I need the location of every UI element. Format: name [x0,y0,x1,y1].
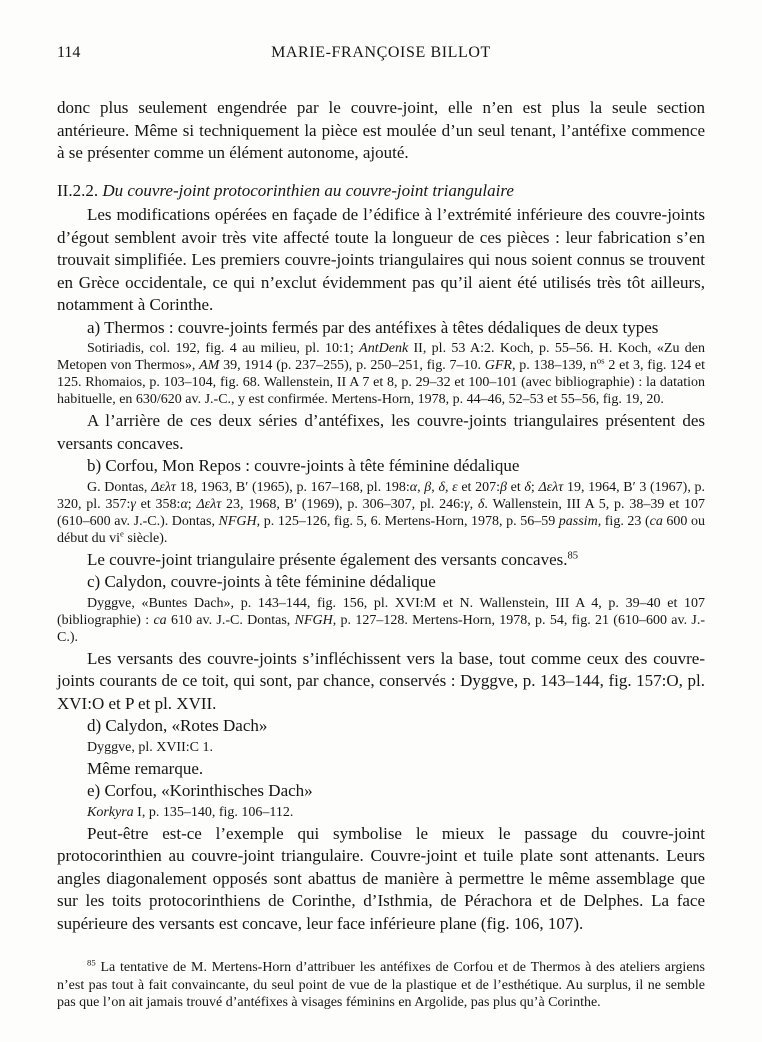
reference-calydon-rotes-dach: Dyggve, pl. XVII:C 1. [87,739,213,755]
continuation-paragraph: donc plus seulement engendrée par le couvre-joint, elle n’en est plus la seule section antérieure. Même si techniquement la pièce est moulée d’un seul tenant, l’antéfixe commence à se présenter comme un élément autonome, ajouté. [57,98,705,162]
paragraph-modifications: Les modifications opérées en façade de l’édifice à l’extrémité inférieure des couvre-joints d’égout semblent avoir très vite affecté toute la longueur de ces pièces : leur fabrication s’en trouvait simplifiée. Les premiers couvre-joints triangulaires qui nous soient connus se trouvent en Grèce occidentale, ce qui n’exclut évidemment pas qu’il aient été utilisés très tôt ailleurs, notamment à Corinthe. [57,205,705,314]
section-heading: II.2.2. Du couvre-joint protocorinthien au couvre-joint triangulaire [57,180,514,200]
reference-thermos: Sotiriadis, col. 192, fig. 4 au milieu, pl. 10:1; AntDenk II, pl. 53 A:2. Koch, p. 55–56. H. Koch, «Zu den Metopen von Thermos», AM 39, 1914 (p. 237–255), p. 250–251, fig. 7–10. GFR, p. 138–139, $n^{os}$ 2 et 3, fig. 124 et 125. Rhomaios, p. 103–104, fig. 68. Wallenstein, II A 7 et 8, p. 29–32 et 100–101 (avec bibliographie) : la datation habituelle, en 630/620 av. J.-C., y est confirmée. Mertens-Horn, 1978, p. 44–46, 52–53 et 55–56, fig. 19, 20. [57,341,706,407]
reference-korkyra: Korkyra I, p. 135–140, fig. 106–112. [87,804,294,820]
page-number: 114 [57,44,81,61]
reference-calydon-buntes-dach: Dyggve, «Buntes Dach», p. 143–144, fig. 156, pl. XVI:M et N. Wallenstein, III A 4, p. 39–40 et 107 (bibliographie) : ca 610 av. J.-C. Dontas, NFGH, p. 127–128. Mertens-Horn, 1978, p. 54, fig. 21 (610–600 av. J.-C.). [57,595,705,645]
item-e-heading: e) Corfou, «Korinthisches Dach» [87,781,313,800]
item-a-heading: a) Thermos : couvre-joints fermés par des antéfixes à têtes dédaliques de deux types [87,317,659,337]
paragraph-conclusion: Peut-être est-ce l’exemple qui symbolise le mieux le passage du couvre-joint protocorinthien au couvre-joint triangulaire. Couvre-joint et tuile plate sont attenants. Leurs angles diagonalement opposés sont abattus de manière à permettre le même assemblage que sur les toits protocorinthiens de Corinthe, d’Isthmia, de Pérachora et de Delphes. La face supérieure des versants est concave, leur face inférieure plane (fig. 106, 107). [57,823,705,933]
page-header [57,44,705,65]
paragraph-arriere: A l’arrière de ces deux séries d’antéfixes, les couvre-joints triangulaires présentent des versants concaves. [57,411,705,453]
running-head: MARIE-FRANÇOISE BILLOT [271,44,491,61]
paragraph-meme-remarque: Même remarque. [87,758,204,778]
paragraph-couvre-joint-triangulaire: Le couvre-joint triangulaire présente également des versants concaves.$^{85}$ [87,549,579,569]
item-b-heading: b) Corfou, Mon Repos : couvre-joints à tête féminine dédalique [87,456,520,475]
footnote-85: $^{85}$ La tentative de M. Mertens-Horn d’attribuer les antéfixes de Corfou et de Thermos à des ateliers argiens n’est pas tout à fait convaincante, du seul point de vue de la plastique et de l’esthétique. Au surplus, il ne semble pas que l’on ait jamais trouvé d’antéfixes à visages féminins en Argolide, pas plus qu’à Corinthe. [57,957,705,1010]
item-c-heading: c) Calydon, couvre-joints à tête féminine dédalique [87,572,436,591]
item-d-heading: d) Calydon, «Rotes Dach» [87,716,268,735]
paragraph-versants: Les versants des couvre-joints s’infléchissent vers la base, tout comme ceux des couvre-joints courants de ce toit, qui sont, par chance, conservés : Dyggve, p. 143–144, fig. 157:O, pl. XVI:O et P et pl. XVII. [57,648,705,713]
reference-corfou-mon-repos: G. Dontas, Δελτ 18, 1963, B′ (1965), p. 167–168, pl. 198:α, β, δ, ε et 207:β et δ; Δελτ 19, 1964, B′ 3 (1967), p. 320, pl. 357:γ et 358:α; Δελτ 23, 1968, B′ (1969), p. 306–307, pl. 246:γ, δ. Wallenstein, III A 5, p. 38–39 et 107 (610–600 av. J.-C.). Dontas, NFGH, p. 125–126, fig. 5, 6. Mertens-Horn, 1978, p. 56–59 passim, fig. 23 (ca 600 ou début du $vi^e$ siècle). [57,479,706,546]
